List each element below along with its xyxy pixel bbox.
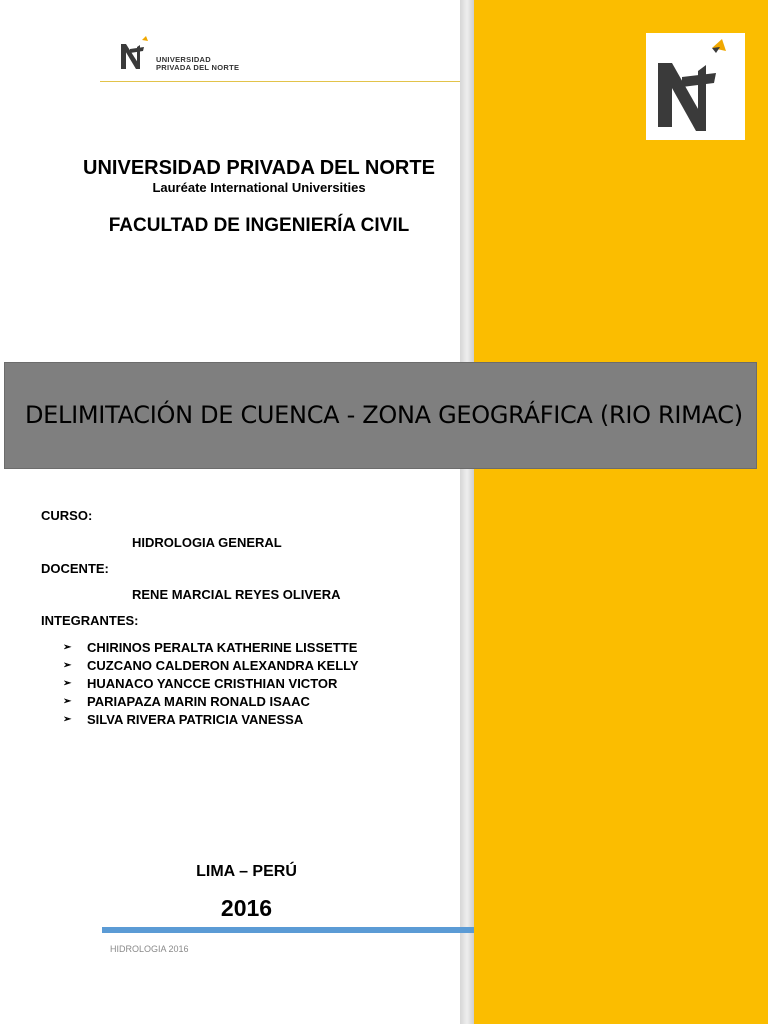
orange-side-panel bbox=[474, 0, 768, 1024]
arrow-bullet-icon: ➢ bbox=[63, 641, 72, 653]
course-value: HIDROLOGIA GENERAL bbox=[132, 535, 282, 550]
member-name: CUZCANO CALDERON ALEXANDRA KELLY bbox=[87, 657, 359, 673]
teacher-label: DOCENTE: bbox=[41, 561, 109, 576]
footer-text: HIDROLOGIA 2016 bbox=[110, 944, 189, 954]
member-name: PARIAPAZA MARIN RONALD ISAAC bbox=[87, 693, 310, 709]
arrow-bullet-icon: ➢ bbox=[63, 695, 72, 707]
members-list bbox=[63, 638, 359, 728]
place-label: LIMA – PERÚ bbox=[196, 863, 297, 880]
list-item bbox=[63, 710, 359, 728]
arrow-bullet-icon: ➢ bbox=[63, 677, 72, 689]
logo-text-line1: UNIVERSIDAD bbox=[156, 55, 211, 64]
arrow-bullet-icon: ➢ bbox=[63, 659, 72, 671]
n-logo-small-icon bbox=[118, 34, 154, 72]
year-label: 2016 bbox=[220, 895, 273, 921]
member-name: CHIRINOS PERALTA KATHERINE LISSETTE bbox=[87, 639, 358, 655]
faculty-name: FACULTAD DE INGENIERÍA CIVIL bbox=[108, 215, 410, 236]
document-title: DELIMITACIÓN DE CUENCA - ZONA GEOGRÁFICA (RIO RIMAC) bbox=[25, 401, 743, 429]
logo-text-line2: PRIVADA DEL NORTE bbox=[156, 63, 240, 72]
list-item bbox=[63, 674, 359, 692]
title-band bbox=[4, 362, 757, 469]
university-network: Lauréate International Universities bbox=[152, 180, 366, 195]
list-item bbox=[63, 656, 359, 674]
n-logo-icon bbox=[646, 33, 745, 140]
list-item bbox=[63, 638, 359, 656]
member-name: HUANACO YANCCE CRISTHIAN VICTOR bbox=[87, 675, 338, 691]
header-divider bbox=[100, 81, 460, 82]
university-name: UNIVERSIDAD PRIVADA DEL NORTE bbox=[83, 157, 435, 179]
footer-bar bbox=[102, 927, 474, 933]
list-item bbox=[63, 692, 359, 710]
teacher-value: RENE MARCIAL REYES OLIVERA bbox=[132, 587, 341, 602]
member-name: SILVA RIVERA PATRICIA VANESSA bbox=[87, 711, 304, 727]
university-logo-small bbox=[118, 34, 258, 74]
arrow-bullet-icon: ➢ bbox=[63, 713, 72, 725]
university-logo-large bbox=[646, 33, 745, 140]
members-label: INTEGRANTES: bbox=[41, 613, 139, 628]
course-label: CURSO: bbox=[41, 508, 93, 523]
